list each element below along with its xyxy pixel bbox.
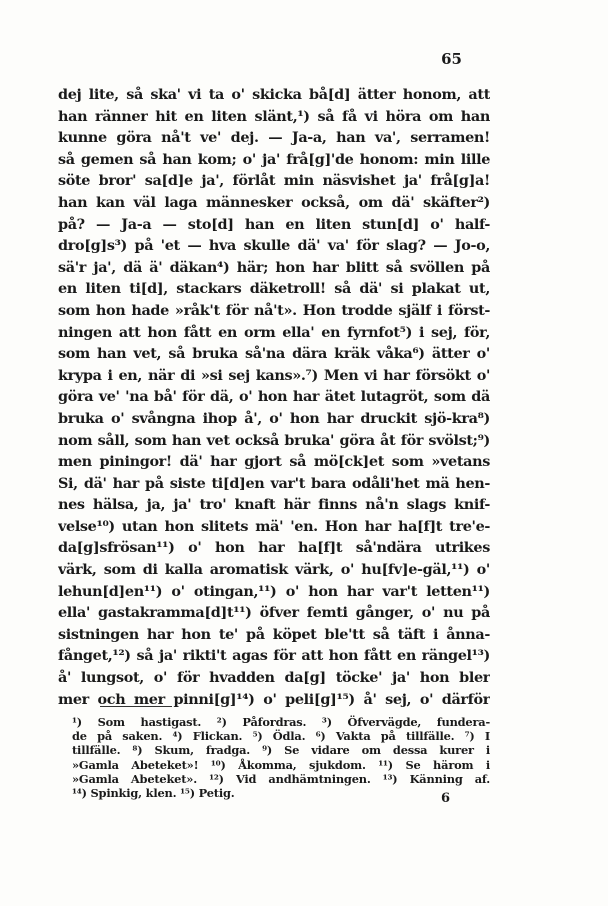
- body-line: nes hälsa, ja, ja' tro' knaft här finns nå'n slags knif-: [58, 496, 490, 514]
- body-line: göra ve' 'na bå' för dä, o' hon har ätet lutagröt, som dä: [58, 388, 490, 406]
- body-line: på? — Ja-a — sto[d] han en liten stun[d] o' half-: [58, 215, 490, 233]
- body-line: sä'r ja', dä ä' däkan⁴) här; hon har blitt så svöllen på: [58, 258, 490, 276]
- body-line: han kan väl laga männesker också, om dä' skäfter²): [58, 193, 490, 211]
- footnote-line: ¹⁴) Spinkig, klen. ¹⁵) Petig.: [72, 785, 235, 800]
- footnote-line: »Gamla Abeteket»! ¹⁰) Åkomma, sjukdom. ¹¹) Se härom i: [72, 757, 490, 772]
- body-line: sistningen har hon te' på köpet ble'tt så täft i ånna-: [58, 625, 490, 643]
- body-line: värk, som di kalla aromatisk värk, o' hu[fv]e-gäl,¹¹) o': [58, 561, 490, 579]
- body-text: [58, 84, 490, 710]
- footnote-divider: [100, 706, 172, 707]
- footnote-line: ¹) Som hastigast. ²) Påfordras. ³) Öfvervägde, fundera-: [72, 715, 490, 729]
- body-line: krypa i en, när di »si sej kans».⁷) Men vi har försökt o': [58, 366, 490, 384]
- footnotes: [72, 715, 490, 800]
- body-line: kunne göra nå't ve' dej. — Ja-a, han va', serramen!: [58, 129, 490, 147]
- footnote-line: »Gamla Abeteket». ¹²) Vid andhämtningen. ¹³) Känning af.: [72, 771, 490, 786]
- body-line: en liten ti[d], stackars däketroll! så dä' si plakat ut,: [58, 280, 490, 298]
- body-line: å' lungsot, o' för hvadden da[g] töcke' ja' hon bler: [58, 669, 490, 687]
- body-line: bruka o' svångna ihop å', o' hon har druckit sjö-kra⁸): [58, 409, 490, 427]
- body-line: som han vet, så bruka så'na dära kräk våka⁶) ätter o': [58, 345, 490, 363]
- body-line: som hon hade »råk't för nå't». Hon trodde själf i först-: [58, 301, 490, 319]
- footnote-line: tillfälle. ⁸) Skum, fradga. ⁹) Se vidare om dessa kurer i: [72, 743, 490, 758]
- body-line: söte bror' sa[d]e ja', förlåt min näsvishet ja' frå[g]a!: [58, 172, 490, 190]
- body-line: lehun[d]en¹¹) o' otingan,¹¹) o' hon har var't letten¹¹): [58, 582, 490, 600]
- body-line: velse¹⁰) utan hon slitets mä' 'en. Hon har ha[f]t tre'e-: [58, 517, 490, 535]
- signature-mark: 6: [440, 791, 450, 806]
- body-line: han ränner hit en liten slänt,¹) så få vi höra om han: [58, 107, 490, 125]
- body-line: ella' gastakramma[d]t¹¹) öfver femti gånger, o' nu på: [58, 604, 490, 622]
- body-line: fånget,¹²) så ja' rikti't agas för att hon fått en rängel¹³): [58, 647, 490, 665]
- body-line: Si, dä' har på siste ti[d]en var't bara odåli'het mä hen-: [58, 474, 490, 492]
- body-line: men piningor! dä' har gjort så mö[ck]et som »vetans: [58, 453, 490, 471]
- body-line: så gemen så han kom; o' ja' frå[g]'de honom: min lille: [58, 150, 490, 168]
- body-line: mer och mer pinni[g]¹⁴) o' peli[g]¹⁵) å' sej, o' därför: [58, 690, 490, 708]
- body-line: ningen att hon fått en orm ella' en fyrnfot⁵) i sej, för,: [58, 323, 490, 341]
- body-line: dej lite, så ska' vi ta o' skicka bå[d] ätter honom, att: [58, 86, 490, 103]
- page-number: 65: [441, 50, 462, 68]
- footnote-line: de på saken. ⁴) Flickan. ⁵) Ödla. ⁶) Vakta på tillfälle. ⁷) I: [72, 729, 490, 744]
- body-line: nom såll, som han vet också bruka' göra åt för svölst;⁹): [58, 431, 490, 449]
- body-line: da[g]sfrösan¹¹) o' hon har ha[f]t så'ndära utrikes: [58, 539, 490, 557]
- body-line: dro[g]s³) på 'et — hva skulle dä' va' för slag? — Jo-o,: [58, 237, 490, 255]
